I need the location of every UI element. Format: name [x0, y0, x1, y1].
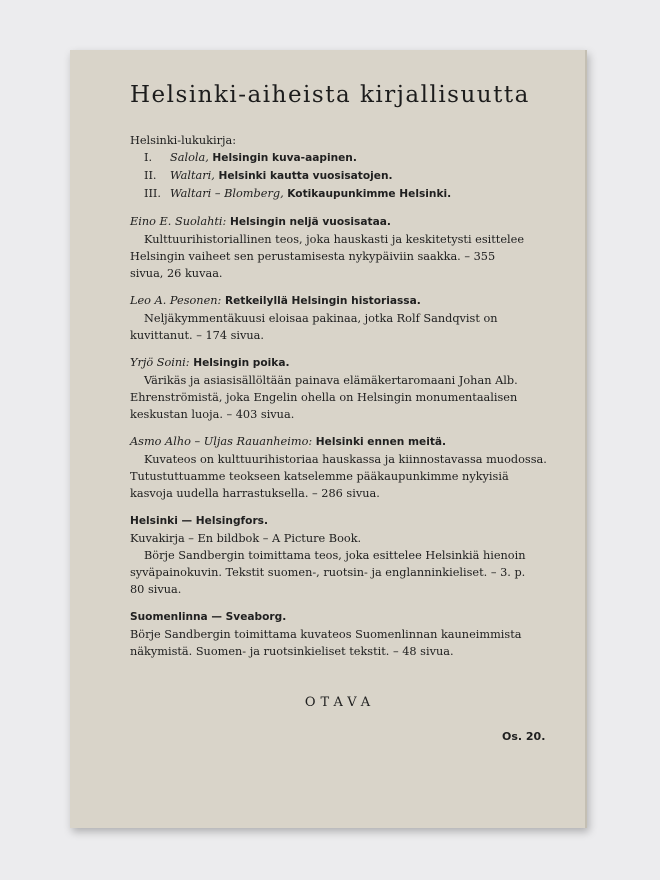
book-title: Helsinki — Helsingfors. — [130, 515, 268, 527]
book-description-line: Börje Sandbergin toimittama kuvateos Suomenlinnan kauneimmista — [130, 628, 522, 641]
item-number: II. — [144, 169, 157, 182]
book-description-line: näkymistä. Suomen- ja ruotsinkieliset tekstit. – 48 sivua. — [130, 645, 454, 658]
book-description-line: Kuvakirja – En bildbok – A Picture Book. — [130, 532, 362, 545]
book-entry — [130, 292, 550, 344]
book-description-line: Ehrenströmistä, joka Engelin ohella on Helsingin monumentaalisen — [130, 391, 518, 404]
book-description-line: Börje Sandbergin toimittama teos, joka esittelee Helsinkiä hienoin — [144, 549, 526, 562]
book-description-line: Värikäs ja asiasisällöltään painava elämäkertaromaani Johan Alb. — [144, 374, 518, 387]
book-entry — [130, 433, 550, 502]
book-list — [130, 132, 550, 670]
series-block — [130, 132, 550, 203]
book-description-line: Kuvateos on kulttuurihistoriaa hauskassa ja kiinnostavassa muodossa. — [144, 453, 547, 466]
book-description-line: sivua, 26 kuvaa. — [130, 267, 223, 280]
book-author: Leo A. Pesonen: — [130, 294, 222, 307]
item-title: Kotikaupunkimme Helsinki. — [287, 188, 452, 200]
item-number: III. — [144, 187, 161, 200]
list-item — [144, 167, 550, 185]
list-item — [144, 149, 550, 167]
item-author: Salola, — [170, 151, 209, 164]
item-number: I. — [144, 151, 153, 164]
item-title: Helsingin kuva-aapinen. — [212, 152, 357, 164]
book-title: Helsinki ennen meitä. — [315, 436, 447, 448]
series-list — [130, 149, 550, 203]
book-entry — [130, 213, 550, 282]
page-title: Helsinki-aiheista kirjallisuutta — [130, 82, 530, 108]
book-entry — [130, 354, 550, 423]
book-author: Eino E. Suolahti: — [130, 215, 227, 228]
series-label: Helsinki-lukukirja: — [130, 134, 237, 147]
book-description-line: Tutustuttuamme teokseen katselemme pääkaupunkimme nykyisiä — [130, 470, 509, 483]
item-author: Waltari, — [170, 169, 215, 182]
item-author: Waltari – Blomberg, — [170, 187, 284, 200]
book-description-line: Kulttuurihistoriallinen teos, joka hauskasti ja keskitetysti esittelee — [144, 233, 525, 246]
list-item — [144, 185, 550, 203]
book-entry — [130, 608, 550, 660]
book-author: Yrjö Soini: — [130, 356, 190, 369]
book-entry — [130, 512, 550, 598]
book-title: Suomenlinna — Sveaborg. — [130, 611, 287, 623]
book-description-line: kasvoja uudella harrastuksella. – 286 sivua. — [130, 487, 380, 500]
book-description-line: keskustan luoja. – 403 sivua. — [130, 408, 295, 421]
item-title: Helsinki kautta vuosisatojen. — [218, 170, 393, 182]
book-author: Asmo Alho – Uljas Rauanheimo: — [130, 435, 313, 448]
book-description-line: syväpainokuvin. Tekstit suomen-, ruotsin- ja englanninkieliset. – 3. p. — [130, 566, 526, 579]
book-title: Helsingin poika. — [193, 357, 290, 369]
book-title: Retkeilyllä Helsingin historiassa. — [224, 295, 421, 307]
book-description-line: 80 sivua. — [130, 583, 182, 596]
price-label: Os. 20. — [502, 730, 546, 743]
book-description-line: Helsingin vaiheet sen perustamisesta nykypäiviin saakka. – 355 — [130, 250, 496, 263]
book-title: Helsingin neljä vuosisataa. — [229, 216, 391, 228]
book-description-line: kuvittanut. – 174 sivua. — [130, 329, 264, 342]
publisher-name: OTAVA — [304, 695, 376, 710]
book-description-line: Neljäkymmentäkuusi eloisaa pakinaa, jotka Rolf Sandqvist on — [144, 312, 498, 325]
